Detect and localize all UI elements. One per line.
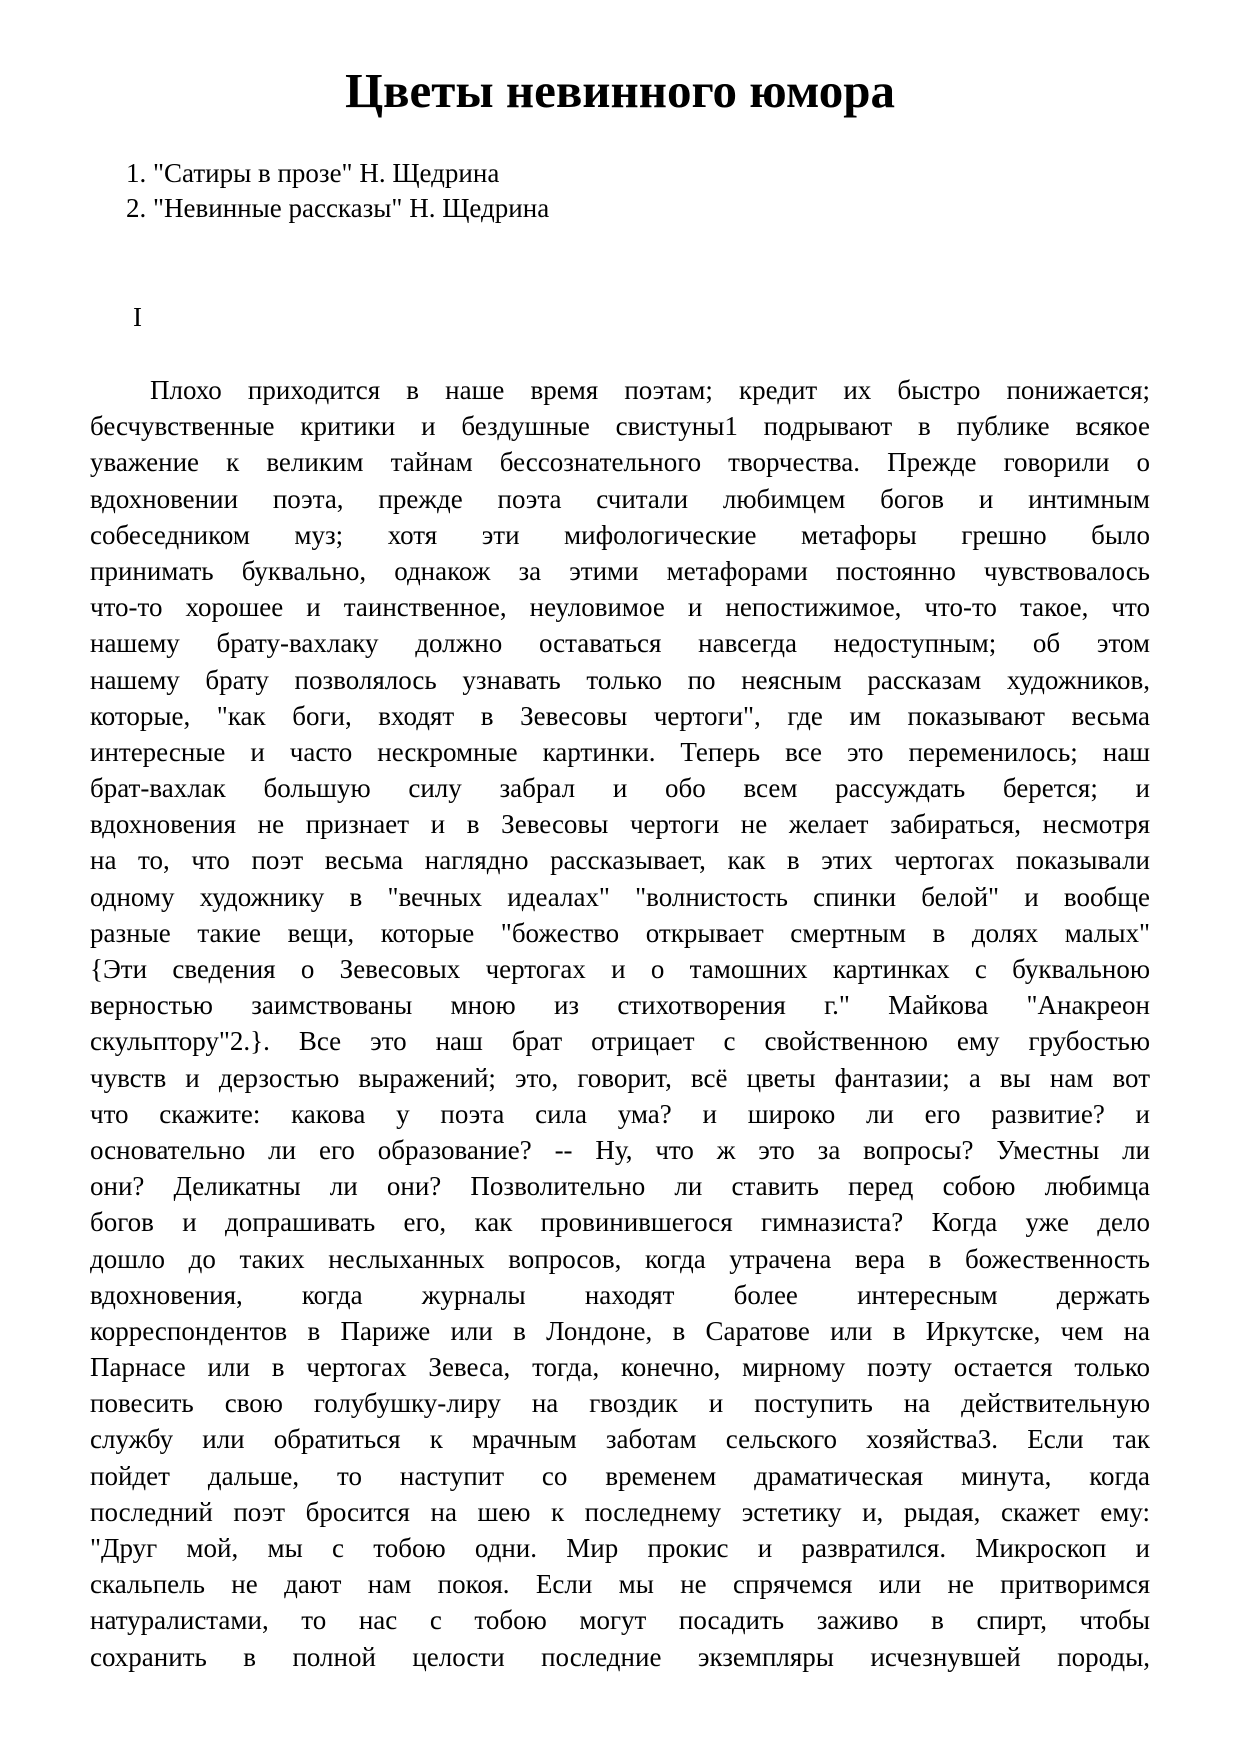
text-line: основательно ли его образование? -- Ну, что ж это за вопросы? Уместны ли <box>90 1134 1150 1165</box>
toc-item: 2. "Невинные рассказы" Н. Щедрина <box>126 193 550 223</box>
text-line: повесить свою голубушку-лиру на гвоздик и поступить на действительную <box>90 1388 1150 1419</box>
text-line: верностью заимствованы мною из стихотворения г." Майкова "Анакреон <box>90 990 1150 1021</box>
text-line: сохранить в полной целости последние экземпляры исчезнувшей породы, <box>90 1641 1150 1672</box>
text-line: на то, что поэт весьма наглядно рассказывает, как в этих чертогах показывали <box>90 845 1150 876</box>
text-line: службу или обратиться к мрачным заботам сельского хозяйства3. Если так <box>90 1424 1150 1455</box>
text-line: интересные и часто нескромные картинки. Теперь все это переменилось; наш <box>90 736 1150 767</box>
text-line: вдохновения, когда журналы находят более интересным держать <box>90 1279 1150 1310</box>
text-line: что скажите: какова у поэта сила ума? и широко ли его развитие? и <box>90 1098 1150 1129</box>
text-line: "Друг мой, мы с тобою одни. Мир прокис и развратился. Микроскоп и <box>90 1533 1150 1563</box>
text-line: уважение к великим тайнам бессознательного творчества. Прежде говорили о <box>90 447 1150 478</box>
text-line: вдохновения не признает и в Зевесовы чертоги не желает забираться, несмотря <box>90 809 1150 840</box>
text-line: пойдет дальше, то наступит со временем драматическая минута, когда <box>90 1460 1150 1491</box>
text-line: {Эти сведения о Зевесовых чертогах и о тамошних картинках с буквальною <box>90 954 1150 984</box>
text-line: они? Деликатны ли они? Позволительно ли ставить перед собою любимца <box>90 1171 1150 1202</box>
text-line: последний поэт бросится на шею к последнему эстетику и, рыдая, скажет ему: <box>90 1496 1150 1527</box>
text-line: разные такие вещи, которые "божество открывает смертным в долях малых" <box>90 917 1150 948</box>
body-paragraph <box>90 372 1150 1675</box>
table-of-contents <box>126 156 549 226</box>
text-line: принимать буквально, однакож за этими метафорами постоянно чувствовалось <box>90 555 1150 586</box>
text-line: бесчувственные критики и бездушные свистуны1 подрывают в публике всякое <box>90 411 1150 442</box>
text-line: собеседником муз; хотя эти мифологические метафоры грешно было <box>90 519 1150 550</box>
text-line: одному художнику в "вечных идеалах" "волнистость спинки белой" и вообще <box>90 881 1150 912</box>
text-line: вдохновении поэта, прежде поэта считали любимцем богов и интимным <box>90 483 1150 514</box>
toc-item: 1. "Сатиры в прозе" Н. Щедрина <box>126 158 500 188</box>
text-line: что-то хорошее и таинственное, неуловимое и непостижимое, что-то такое, что <box>90 592 1150 623</box>
text-line: которые, "как боги, входят в Зевесовы чертоги", где им показывают весьма <box>90 700 1150 731</box>
text-line: натуралистами, то нас с тобою могут посадить заживо в спирт, чтобы <box>90 1605 1150 1636</box>
text-line: Парнасе или в чертогах Зевеса, тогда, конечно, мирному поэту остается только <box>90 1352 1150 1383</box>
text-line: чувств и дерзостью выражений; это, говорит, всё цветы фантазии; а вы нам вот <box>90 1062 1150 1093</box>
text-line: скульптору"2.}. Все это наш брат отрицает с свойственною ему грубостью <box>90 1026 1150 1057</box>
text-line: скальпель не дают нам покоя. Если мы не спрячемся или не притворимся <box>90 1569 1150 1600</box>
text-line: нашему брату позволялось узнавать только по неясным рассказам художников, <box>90 664 1150 695</box>
text-line: Плохо приходится в наше время поэтам; кредит их быстро понижается; <box>150 375 1150 405</box>
text-line: корреспондентов в Париже или в Лондоне, в Саратове или в Иркутске, чем на <box>90 1315 1150 1346</box>
section-number: I <box>133 302 142 332</box>
text-line: дошло до таких неслыханных вопросов, когда утрачена вера в божественность <box>90 1243 1150 1274</box>
text-line: брат-вахлак большую силу забрал и обо всем рассуждать берется; и <box>90 773 1150 804</box>
text-line: богов и допрашивать его, как провинившегося гимназиста? Когда уже дело <box>90 1207 1150 1238</box>
text-line: нашему брату-вахлаку должно оставаться навсегда недоступным; об этом <box>90 628 1150 659</box>
document-title: Цветы невинного юмора <box>344 63 896 118</box>
